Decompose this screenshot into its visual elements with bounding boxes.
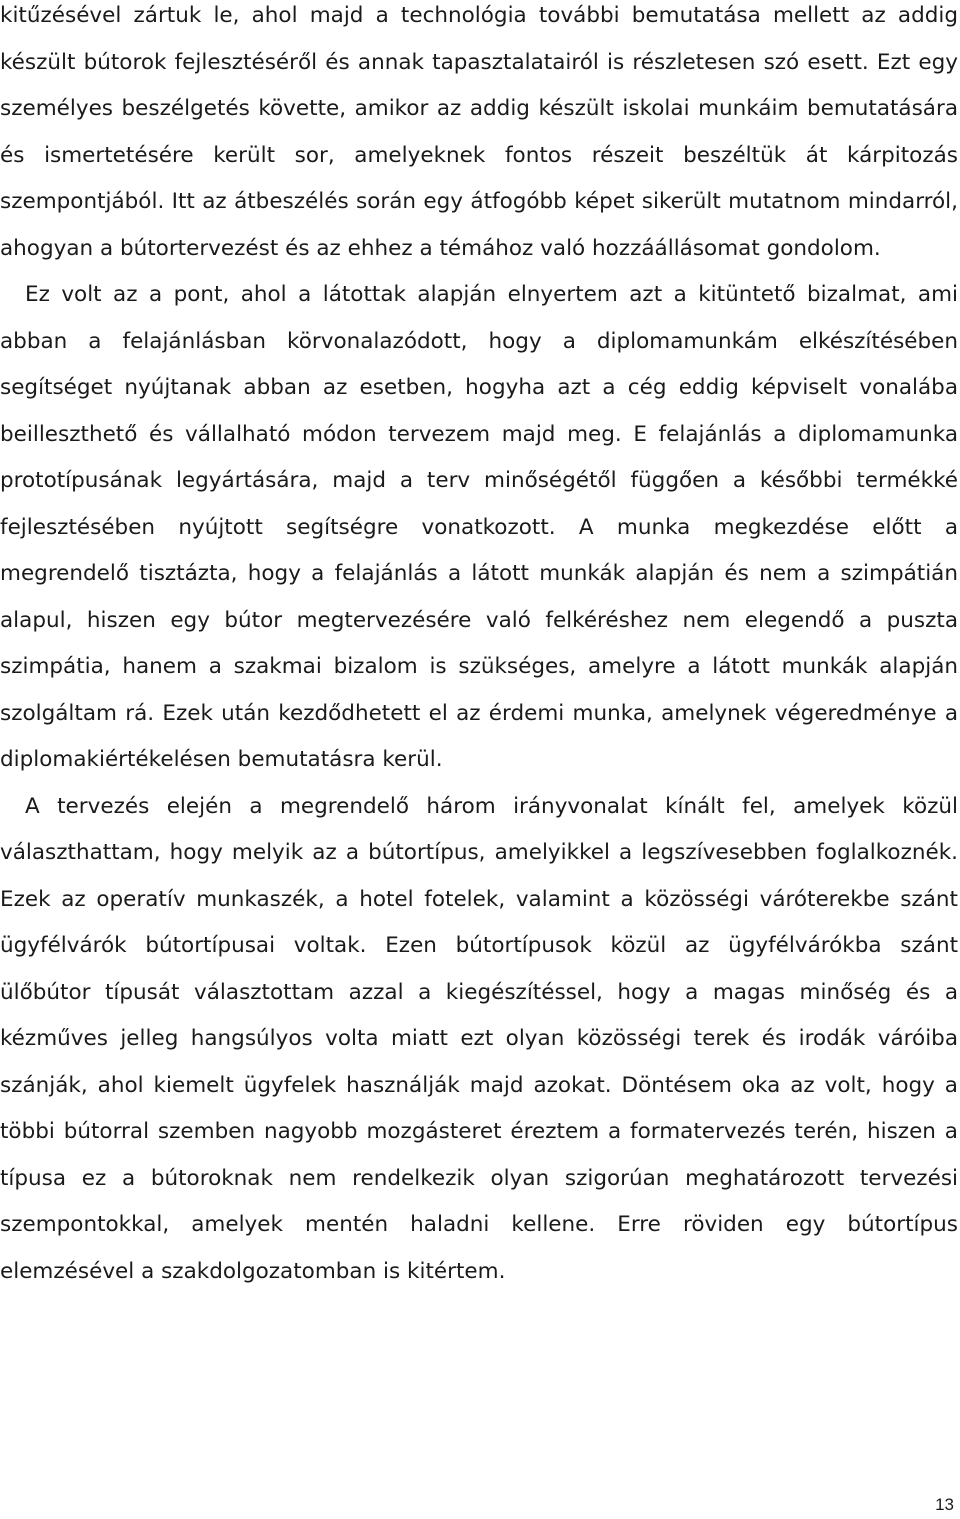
paragraph-1: kitűzésével zártuk le, ahol majd a technológia további bemutatása mellett az addig készült bútorok fejlesztéséről és annak tapasztalatairól is részletesen szó esett. Ezt egy személyes beszélgetés követte, amikor az addig készült iskolai munkáim bemutatására és ismertetésére került sor, amelyeknek fontos részeit beszéltük át kárpitozás szempontjából. Itt az átbeszélés során egy átfogóbb képet sikerült mutatnom mindarról, ahogyan a bútortervezést és az ehhez a témához való hozzáállásomat gondolom. [0, 3, 958, 261]
paragraph-3: A tervezés elején a megrendelő három irányvonalat kínált fel, amelyek közül választhattam, hogy melyik az a bútortípus, amelyikkel a legszívesebben foglalkoznék. Ezek az operatív munkaszék, a hotel fotelek, valamint a közösségi váróterekbe szánt ügyfélvárók bútortípusai voltak. Ezen bútortípusok közül az ügyfélvárókba szánt ülőbútor típusát választottam azzal a kiegészítéssel, hogy a magas minőség és a kézműves jelleg hangsúlyos volta miatt ezt olyan közösségi terek és irodák váróiba szánják, ahol kiemelt ügyfelek használják majd azokat. Döntésem oka az volt, hogy a többi bútorral szemben nagyobb mozgásteret éreztem a formatervezés terén, hiszen a típusa ez a bútoroknak nem rendelkezik olyan szigorúan meghatározott tervezési szempontokkal, amelyek mentén haladni kellene. Erre röviden egy bútortípus elemzésével a szakdolgozatomban is kitértem. [0, 793, 958, 1284]
page-number: 13 [935, 1495, 954, 1514]
paragraph-2: Ez volt az a pont, ahol a látottak alapján elnyertem azt a kitüntető bizalmat, ami abban a felajánlásban körvonalazódott, hogy a diplomamunkám elkészítésében segítséget nyújtanak abban az esetben, hogyha azt a cég eddig képviselt vonalába beilleszthető és vállalható módon tervezem majd meg. E felajánlás a diplomamunka prototípusának legyártására, majd a terv minőségétől függően a későbbi termékké fejlesztésében nyújtott segítségre vonatkozott. A munka megkezdése előtt a megrendelő tisztázta, hogy a felajánlás a látott munkák alapján és nem a szimpátián alapul, hiszen egy bútor megtervezésére való felkéréshez nem elegendő a puszta szimpátia, hanem a szakmai bizalom is szükséges, amelyre a látott munkák alapján szolgáltam rá. Ezek után kezdődhetett el az érdemi munka, amelynek végeredménye a diplomakiértékelésen bemutatásra kerül. [0, 282, 958, 772]
